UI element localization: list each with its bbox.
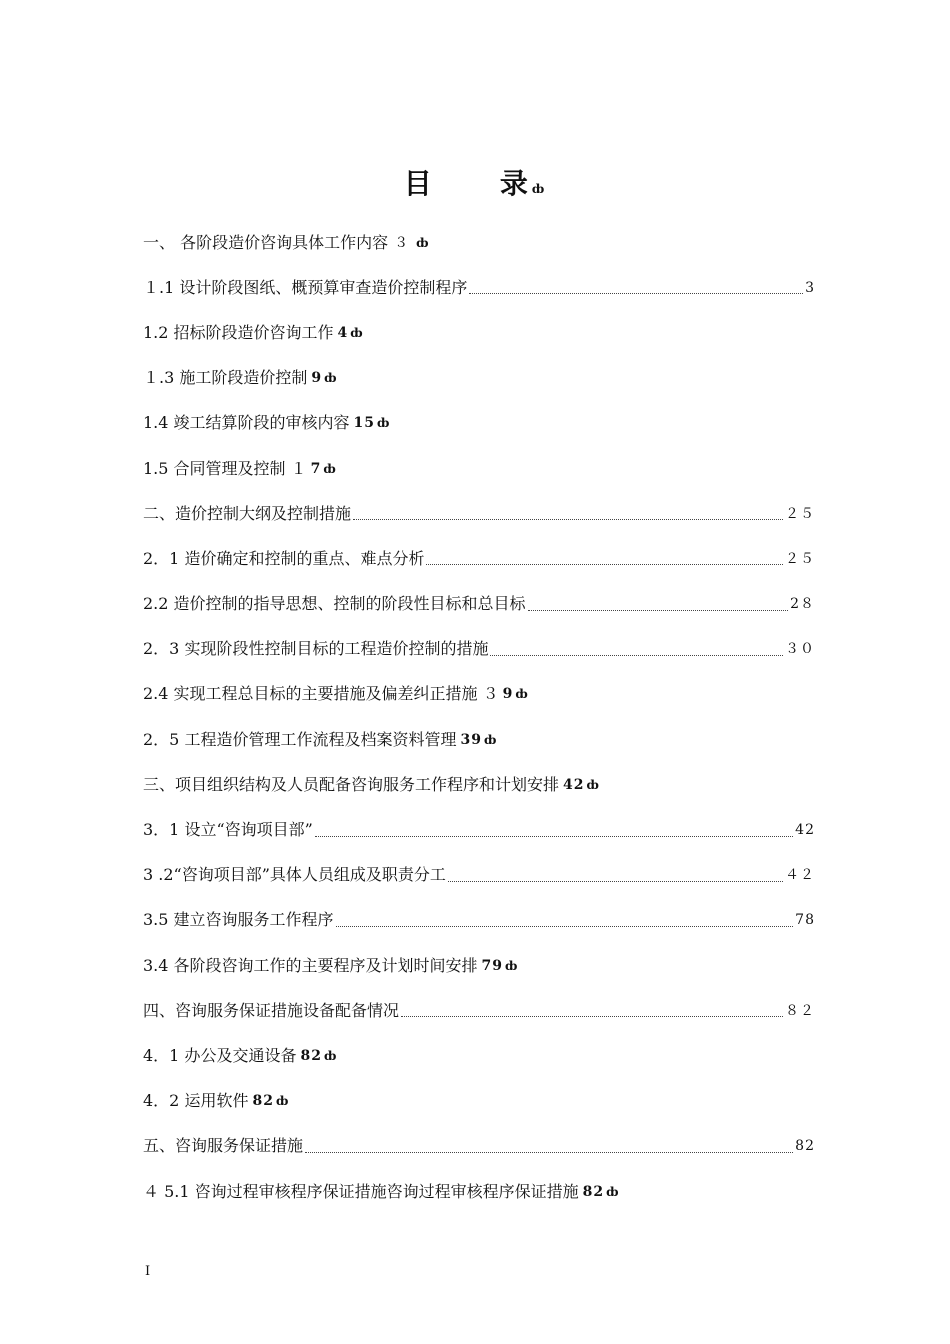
toc-entry[interactable] (143, 220, 815, 265)
toc-entry[interactable] (143, 672, 815, 717)
toc-entry-label: 4．1 办公及交通设备 (143, 1045, 297, 1065)
toc-entry-label: 1.4 竣工结算阶段的审核内容 (143, 413, 350, 433)
toc-entry-page-number: 42 (563, 776, 585, 793)
toc-entry-page-number: 9 (502, 686, 514, 703)
toc-entry[interactable] (143, 491, 815, 536)
dot-leader (426, 552, 783, 565)
toc-entry-page-number: 42 (795, 822, 815, 839)
toc-entry-page-number: 78 (795, 912, 815, 929)
paragraph-mark: ȸ (606, 1184, 619, 1199)
dot-leader (448, 869, 783, 882)
toc-entry-label: 2．3 实现阶段性控制目标的工程造价控制的措施 (143, 639, 489, 659)
toc-entry-page-number: ８２ (785, 1002, 815, 1019)
dot-leader (469, 281, 803, 294)
title-char-right: 录 (499, 167, 530, 200)
paragraph-mark: ȸ (324, 371, 337, 386)
title-char-left: 目 (403, 167, 434, 200)
toc-entry-label: １.3 施工阶段造价控制 (143, 368, 308, 388)
toc-entry-label: 2．5 工程造价管理工作流程及档案资料管理 (143, 729, 457, 749)
toc-entry-page-number: ４２ (785, 867, 815, 884)
paragraph-mark: ȸ (323, 461, 336, 476)
toc-entry-label: 3．1 设立“咨询项目部” (143, 820, 313, 840)
paragraph-mark: ȸ (350, 325, 363, 340)
dot-leader (528, 598, 789, 611)
toc-entry-page-number: 39 (460, 731, 482, 748)
toc-entry[interactable] (143, 1169, 815, 1214)
toc-entry-label: 3.5 建立咨询服务工作程序 (143, 910, 334, 930)
toc-entry-label: 3 .2“咨询项目部”具体人员组成及职责分工 (143, 865, 446, 885)
toc-entry-page-number: 3 (805, 279, 815, 296)
toc-entry-label: 五、咨询服务保证措施 (143, 1136, 304, 1156)
dot-leader (401, 1004, 783, 1017)
toc-entry-label: １.1 设计阶段图纸、概预算审查造价控制程序 (143, 277, 468, 297)
toc-entry-page-number: ３ (394, 234, 415, 251)
toc-entry-page-number: 9 (311, 370, 323, 387)
paragraph-mark: ȸ (531, 182, 547, 196)
toc-entry[interactable] (143, 1079, 815, 1124)
toc-entry[interactable] (143, 446, 815, 491)
toc-entry[interactable] (143, 717, 815, 762)
toc-entry-label: 2．1 造价确定和控制的重点、难点分析 (143, 548, 425, 568)
toc-entry[interactable] (143, 627, 815, 672)
toc-entry[interactable] (143, 582, 815, 627)
dot-leader (336, 914, 794, 927)
paragraph-mark: ȸ (275, 1094, 289, 1109)
toc-entry-page-number: 82 (300, 1047, 322, 1064)
footer-page-number: I (145, 1264, 151, 1279)
toc-entry-label: 一、 各阶段造价咨询具体工作内容 (143, 232, 389, 252)
toc-entry[interactable] (143, 265, 815, 310)
toc-entry-label: 三、项目组织结构及人员配备咨询服务工作程序和计划安排 (143, 774, 560, 794)
toc-entry-page-number: 82 (582, 1183, 605, 1200)
toc-entry-page-number: ２５ (785, 550, 815, 567)
toc-entry-label: 二、造价控制大纲及控制措施 (143, 503, 352, 523)
paragraph-mark: ȸ (323, 1048, 337, 1063)
toc-entry[interactable] (143, 536, 815, 581)
toc-entry[interactable] (143, 401, 815, 446)
toc-entry[interactable] (143, 310, 815, 355)
toc-entry-page-number: 82 (252, 1093, 274, 1110)
toc-entry-label: 3.4 各阶段咨询工作的主要程序及计划时间安排 (143, 955, 478, 975)
toc-entry[interactable] (143, 943, 815, 988)
toc-entry-page-number: 4 (337, 324, 349, 341)
toc-entry[interactable] (143, 762, 815, 807)
paragraph-mark: ȸ (483, 732, 497, 747)
paragraph-mark: ȸ (505, 958, 518, 973)
toc-entry-page-number: ２５ (785, 505, 815, 522)
toc-entry-label: 2.2 造价控制的指导思想、控制的阶段性目标和总目标 (143, 594, 526, 614)
toc-entry-label: 1.2 招标阶段造价咨询工作 (143, 322, 334, 342)
toc-entry-page-number: 15 (353, 415, 376, 432)
toc-entry-label: 1.5 合同管理及控制 １ (143, 458, 307, 478)
paragraph-mark: ȸ (416, 235, 429, 250)
toc-entry-page-number: 82 (795, 1138, 815, 1155)
toc-entry-page-number: 7 (310, 460, 322, 477)
toc-entry-label: ４ 5.1 咨询过程审核程序保证措施咨询过程审核程序保证措施 (143, 1181, 579, 1201)
toc-entry[interactable] (143, 1124, 815, 1169)
paragraph-mark: ȸ (515, 687, 528, 702)
toc-entry[interactable] (143, 898, 815, 943)
toc-title (0, 162, 950, 202)
toc-entry[interactable] (143, 356, 815, 401)
toc-entry-page-number: 79 (481, 957, 504, 974)
toc-entry[interactable] (143, 1033, 815, 1078)
toc-entry-label: 2.4 实现工程总目标的主要措施及偏差纠正措施 ３ (143, 684, 499, 704)
toc-entry[interactable] (143, 988, 815, 1033)
paragraph-mark: ȸ (377, 416, 390, 431)
toc-entry[interactable] (143, 853, 815, 898)
dot-leader (490, 643, 783, 656)
toc-entry-page-number: 2８ (790, 596, 815, 613)
table-of-contents (143, 220, 815, 1214)
toc-entry-page-number: ３０ (785, 641, 815, 658)
toc-entry-label: 四、咨询服务保证措施设备配备情况 (143, 1000, 400, 1020)
dot-leader (315, 824, 793, 837)
toc-entry[interactable] (143, 807, 815, 852)
dot-leader (305, 1140, 793, 1153)
dot-leader (353, 507, 783, 520)
paragraph-mark: ȸ (586, 777, 599, 792)
toc-entry-label: 4．2 运用软件 (143, 1091, 249, 1111)
